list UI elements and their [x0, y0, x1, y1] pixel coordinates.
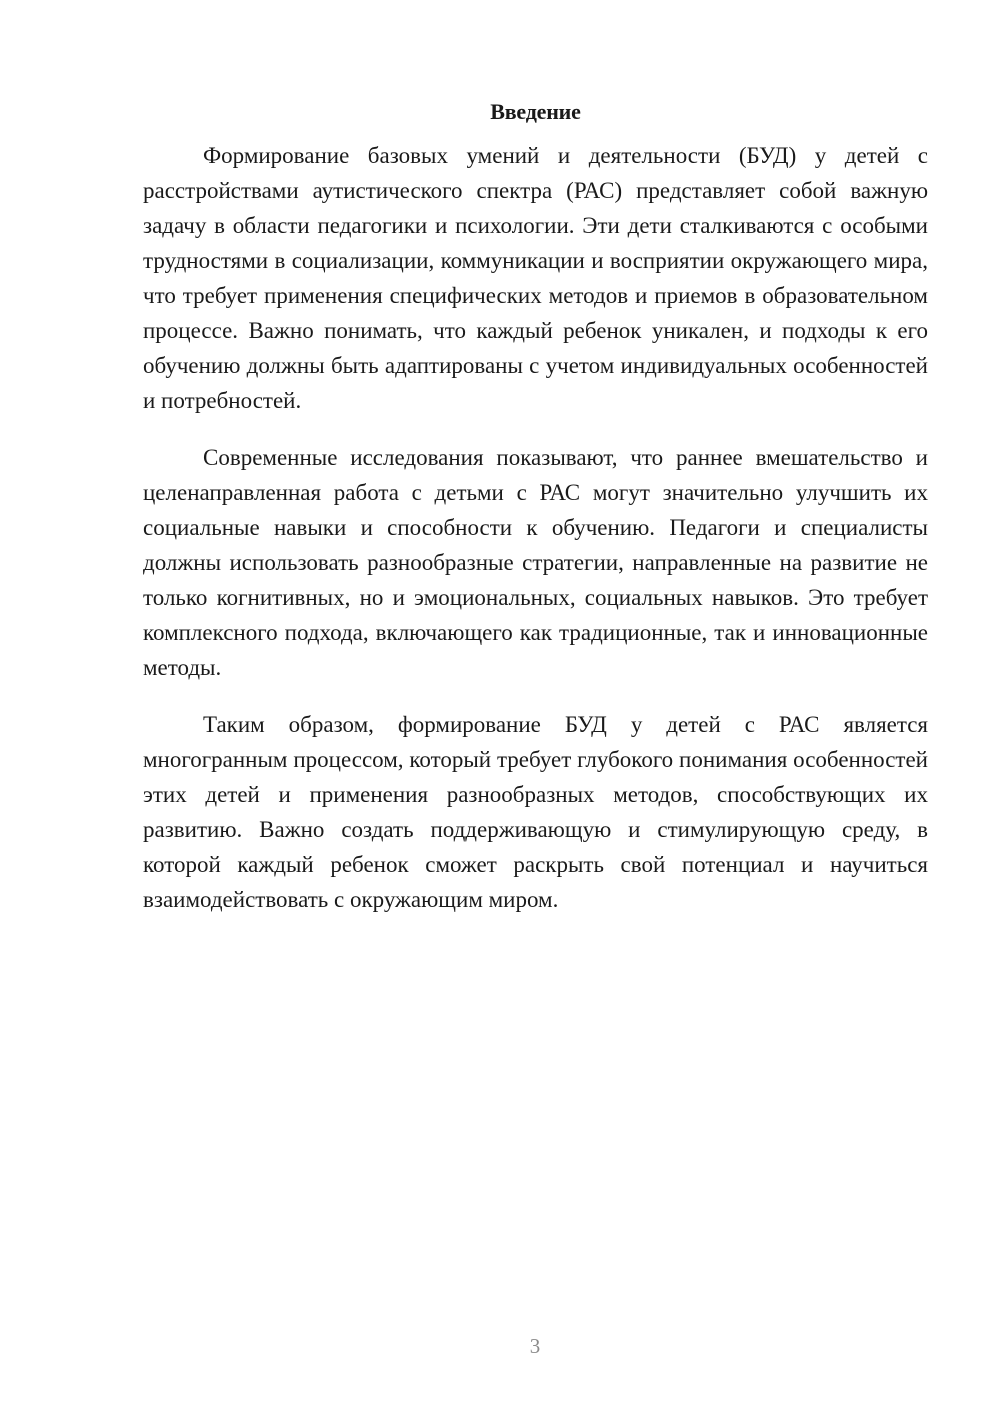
page-content	[143, 96, 928, 939]
paragraph-2: Современные исследования показывают, что раннее вмешательство и целенаправленная работа с детьми с РАС могут значительно улучшить их социальные навыки и способности к обучению. Педагоги и специалисты должны использовать разнообразные стратегии, направленные на развитие не только когнитивных, но и эмоциональных, социальных навыков. Это требует комплексного подхода, включающего как традиционные, так и инновационные методы.	[143, 445, 928, 680]
page-number: 3	[529, 1334, 541, 1358]
paragraph-1: Формирование базовых умений и деятельности (БУД) у детей с расстройствами аутистического спектра (РАС) представляет собой важную задачу в области педагогики и психологии. Эти дети сталкиваются с особыми трудностями в социализации, коммуникации и восприятии окружающего мира, что требует применения специфических методов и приемов в образовательном процессе. Важно понимать, что каждый ребенок уникален, и подходы к его обучению должны быть адаптированы с учетом индивидуальных особенностей и потребностей.	[143, 143, 928, 413]
section-title: Введение	[490, 99, 581, 124]
paragraph-3: Таким образом, формирование БУД у детей с РАС является многогранным процессом, который требует глубокого понимания особенностей этих детей и применения разнообразных методов, способствующих их развитию. Важно создать поддерживающую и стимулирующую среду, в которой каждый ребенок сможет раскрыть свой потенциал и научиться взаимодействовать с окружающим миром.	[143, 712, 928, 912]
